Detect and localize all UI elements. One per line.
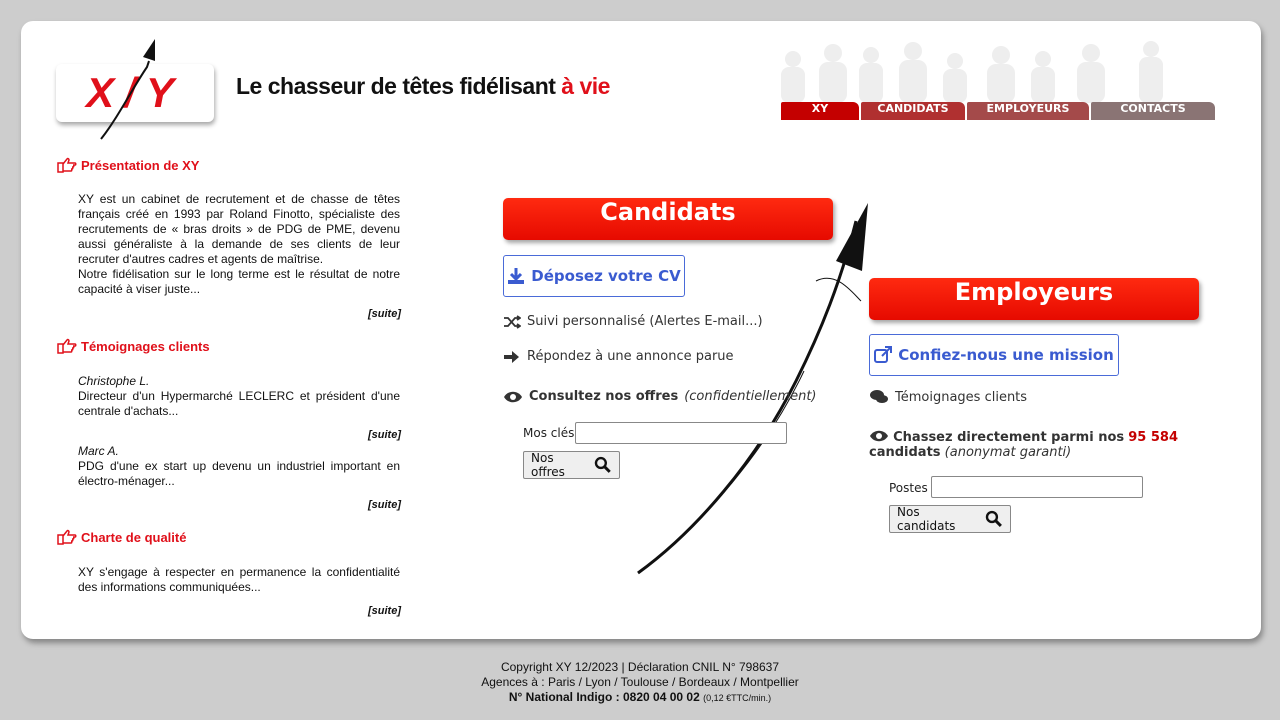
consultez-offres: Consultez nos offres (confidentiellement) xyxy=(503,389,817,404)
deposit-cv-button[interactable]: Déposez votre CV xyxy=(503,255,685,297)
repondez-link[interactable]: Répondez à une annonce parue xyxy=(503,349,734,364)
charte-title[interactable]: Charte de qualité xyxy=(57,529,186,545)
nav-contacts[interactable]: CONTACTS xyxy=(1091,102,1215,120)
suite-link[interactable]: [suite] xyxy=(368,429,401,441)
presentation-text: XY est un cabinet de recrutement et de chasse de têtes français créé en 1993 par Roland Finotto, spécialiste des recrutements de « bras droits » de PDG de PME, devenu aussi généraliste à la demande de ses clients de leur recruter d'autres cadres et agents de maîtrise. Notre fidélisation sur le long terme est le résultat de notre capacité à viser juste... xyxy=(78,192,400,296)
temoignages-link[interactable]: Témoignages clients xyxy=(869,389,1027,405)
pointing-hand-icon xyxy=(57,157,77,173)
candidats-header-button[interactable]: Candidats xyxy=(503,198,833,240)
comments-icon xyxy=(869,389,889,405)
logo-arrow-icon xyxy=(97,39,167,141)
testimonial-1: Christophe L. Directeur d'un Hypermarché LECLERC et président d'une centrale d'achats... xyxy=(78,374,400,418)
testimonial-name: Marc A. xyxy=(78,444,119,458)
nav-employeurs[interactable]: EMPLOYEURS xyxy=(967,102,1089,120)
suite-link[interactable]: [suite] xyxy=(368,308,401,320)
footer-agences: Agences à : Paris / Lyon / Toulouse / Bordeaux / Montpellier xyxy=(481,675,799,689)
footer xyxy=(0,660,1280,706)
testimonial-name: Christophe L. xyxy=(78,374,150,388)
candidate-count: 95 584 xyxy=(1128,430,1179,445)
tagline: Le chasseur de têtes fidélisant à vie xyxy=(236,73,610,99)
main-card xyxy=(21,21,1261,639)
postes-input[interactable] xyxy=(931,476,1143,498)
people-silhouettes xyxy=(771,39,1211,103)
employeurs-header-button[interactable]: Employeurs xyxy=(869,278,1199,320)
search-icon xyxy=(985,510,1003,528)
footer-copyright: Copyright XY 12/2023 | Déclaration CNIL N° 798637 xyxy=(500,660,780,674)
suivi-link[interactable]: Suivi personnalisé (Alertes E-mail...) xyxy=(503,314,763,329)
download-icon xyxy=(507,267,525,285)
search-candidats-button[interactable]: Nos candidats xyxy=(889,505,1011,533)
footer-phone: N° National Indigo : 0820 04 00 02 (0,12 €TTC/min.) xyxy=(508,690,772,704)
postes-label: Postes xyxy=(889,481,928,495)
chassez-text: Chassez directement parmi nos 95 584 candidats (anonymat garanti) xyxy=(869,430,1179,460)
search-offres-button[interactable]: Nos offres xyxy=(523,451,620,479)
logo-text: X/Y xyxy=(86,69,184,116)
keywords-input[interactable] xyxy=(575,422,787,444)
eye-icon xyxy=(869,429,889,443)
presentation-title[interactable]: Présentation de XY xyxy=(57,157,199,173)
external-link-icon xyxy=(874,346,892,364)
eye-icon xyxy=(503,390,523,404)
suite-link[interactable]: [suite] xyxy=(368,499,401,511)
shuffle-icon xyxy=(503,315,521,329)
temoignages-title[interactable]: Témoignages clients xyxy=(57,338,210,354)
charte-text: XY s'engage à respecter en permanence la confidentialité des informations communiquées... xyxy=(78,565,400,594)
suite-link[interactable]: [suite] xyxy=(368,605,401,617)
pointing-hand-icon xyxy=(57,338,77,354)
nav-xy[interactable]: XY xyxy=(781,102,859,120)
keywords-label: Mos clés xyxy=(523,426,575,440)
testimonial-2: Marc A. PDG d'une ex start up devenu un industriel important en électro-ménager... xyxy=(78,444,400,488)
sign-in-icon xyxy=(503,350,521,364)
nav-candidats[interactable]: CANDIDATS xyxy=(861,102,965,120)
mission-button[interactable]: Confiez-nous une mission xyxy=(869,334,1119,376)
pointing-hand-icon xyxy=(57,529,77,545)
search-icon xyxy=(594,456,612,474)
main-nav xyxy=(781,102,1215,120)
